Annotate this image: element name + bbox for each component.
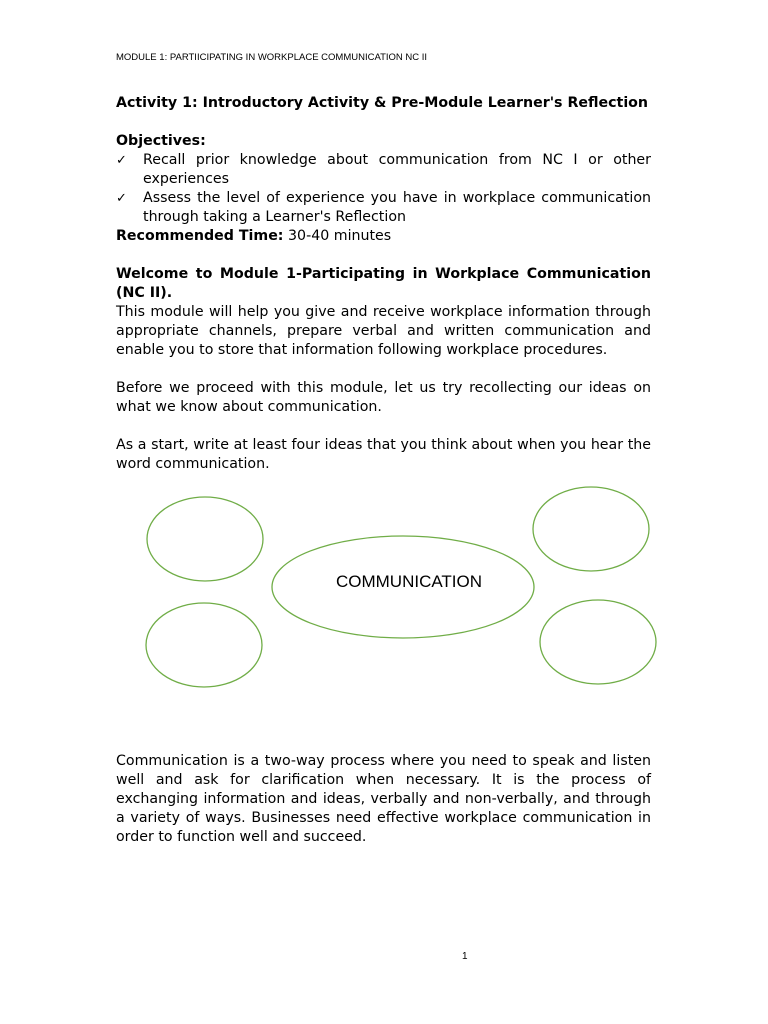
objective-item xyxy=(116,189,651,227)
activity-title: Activity 1: Introductory Activity & Pre-Module Learner's Reflection xyxy=(116,95,649,111)
recommended-time xyxy=(116,227,651,246)
recommended-time-value: 30-40 minutes xyxy=(288,228,392,244)
idea-bubble-bottom-right[interactable] xyxy=(540,600,656,684)
page-number: 1 xyxy=(462,951,468,962)
idea-bubble-top-right[interactable] xyxy=(533,487,649,571)
objectives-list xyxy=(116,151,651,227)
main-content xyxy=(116,94,651,474)
objective-text: Assess the level of experience you have in workplace communication through taking a Learner's Reflection xyxy=(143,190,651,225)
definition-paragraph: Communication is a two-way process where you need to speak and listen well and ask for clarification when necessary. It is the process of exchanging information and ideas, verbally and non-verbally, and through a variety of ways. Businesses need effective workplace communication in order to function well and succeed. xyxy=(116,753,651,846)
checkmark-icon: ✓ xyxy=(116,191,127,206)
idea-bubble-top-left[interactable] xyxy=(147,497,263,581)
welcome-heading: Welcome to Module 1-Participating in Workplace Communication (NC II). xyxy=(116,266,651,301)
running-header: MODULE 1: PARTIICIPATING IN WORKPLACE COMMUNICATION NC II xyxy=(116,52,428,63)
checkmark-icon: ✓ xyxy=(116,153,127,168)
recommended-time-label: Recommended Time: xyxy=(116,228,284,244)
welcome-body: This module will help you give and receive workplace information through appropriate channels, prepare verbal and written communication and enable you to store that information following workplace procedures. xyxy=(116,304,651,358)
objective-text: Recall prior knowledge about communication from NC I or other experiences xyxy=(143,152,651,187)
objective-item xyxy=(116,151,651,189)
intro-paragraph: Before we proceed with this module, let us try recollecting our ideas on what we know about communication. xyxy=(116,380,651,415)
idea-bubble-bottom-left[interactable] xyxy=(146,603,262,687)
center-bubble-label: COMMUNICATION xyxy=(335,572,483,591)
instruction-paragraph: As a start, write at least four ideas that you think about when you hear the word communication. xyxy=(116,437,651,472)
objectives-heading: Objectives: xyxy=(116,133,206,149)
